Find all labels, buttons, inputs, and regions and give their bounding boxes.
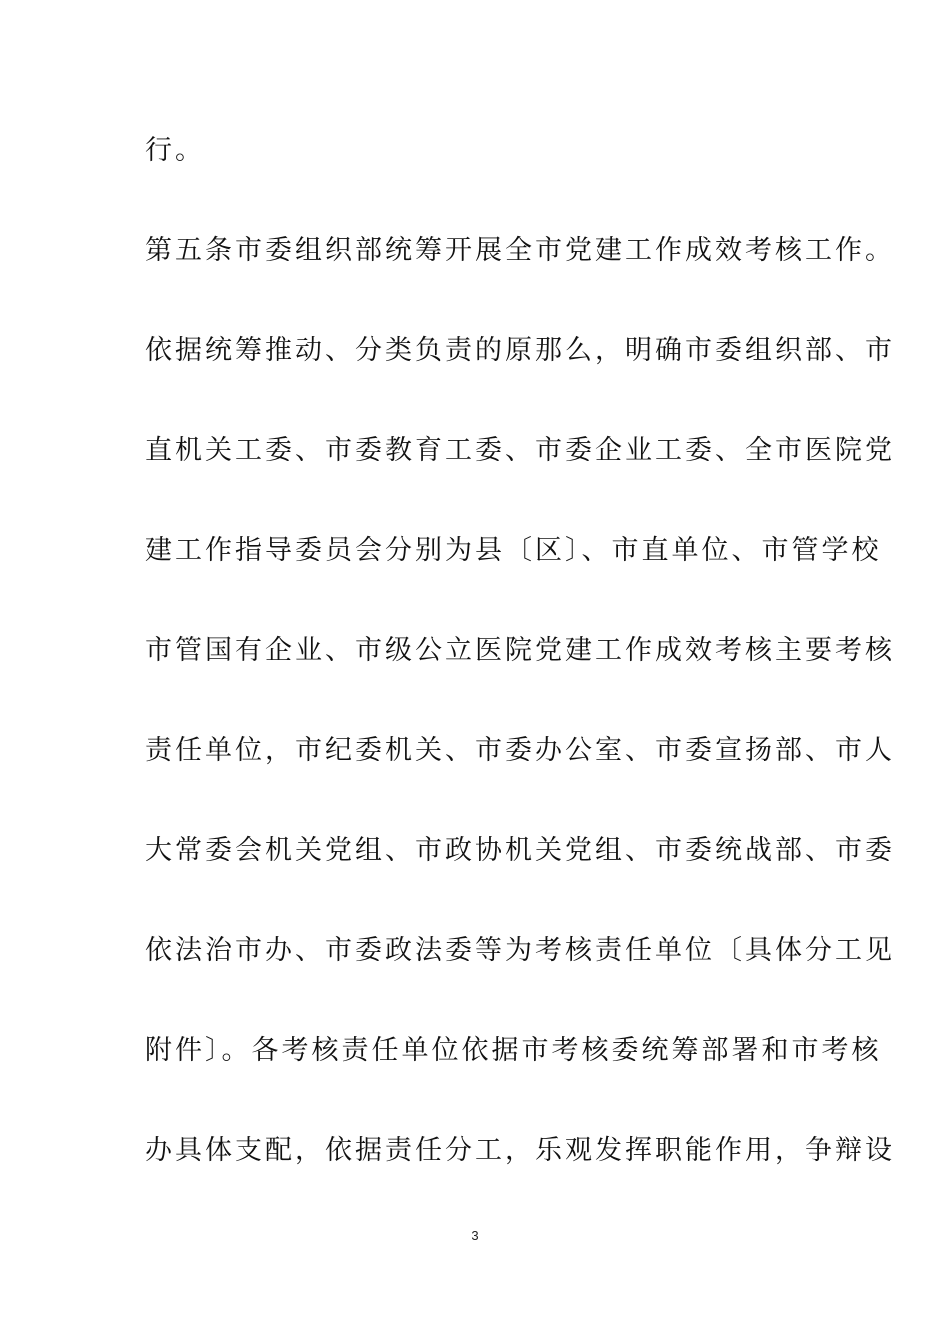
page-number: 3 <box>471 1228 479 1243</box>
body-text-line: 附件〕。各考核责任单位依据市考核委统筹部署和市考核 <box>145 1035 882 1066</box>
body-text-line: 市管国有企业、市级公立医院党建工作成效考核主要考核 <box>145 635 895 666</box>
body-text-line: 依法治市办、市委政法委等为考核责任单位〔具体分工见 <box>145 935 895 966</box>
body-text-line: 直机关工委、市委教育工委、市委企业工委、全市医院党 <box>145 435 895 466</box>
body-text-line: 依据统筹推动、分类负责的原那么，明确市委组织部、市 <box>145 335 895 366</box>
body-text-line: 办具体支配，依据责任分工，乐观发挥职能作用，争辩设 <box>145 1135 895 1166</box>
body-text-line: 第五条市委组织部统筹开展全市党建工作成效考核工作。 <box>145 235 895 266</box>
body-text-line: 行。 <box>145 135 205 166</box>
body-text-line: 建工作指导委员会分别为县〔区〕、市直单位、市管学校 <box>145 535 882 566</box>
body-text-line: 大常委会机关党组、市政协机关党组、市委统战部、市委 <box>145 835 895 866</box>
body-text-line: 责任单位，市纪委机关、市委办公室、市委宣扬部、市人 <box>145 735 895 766</box>
